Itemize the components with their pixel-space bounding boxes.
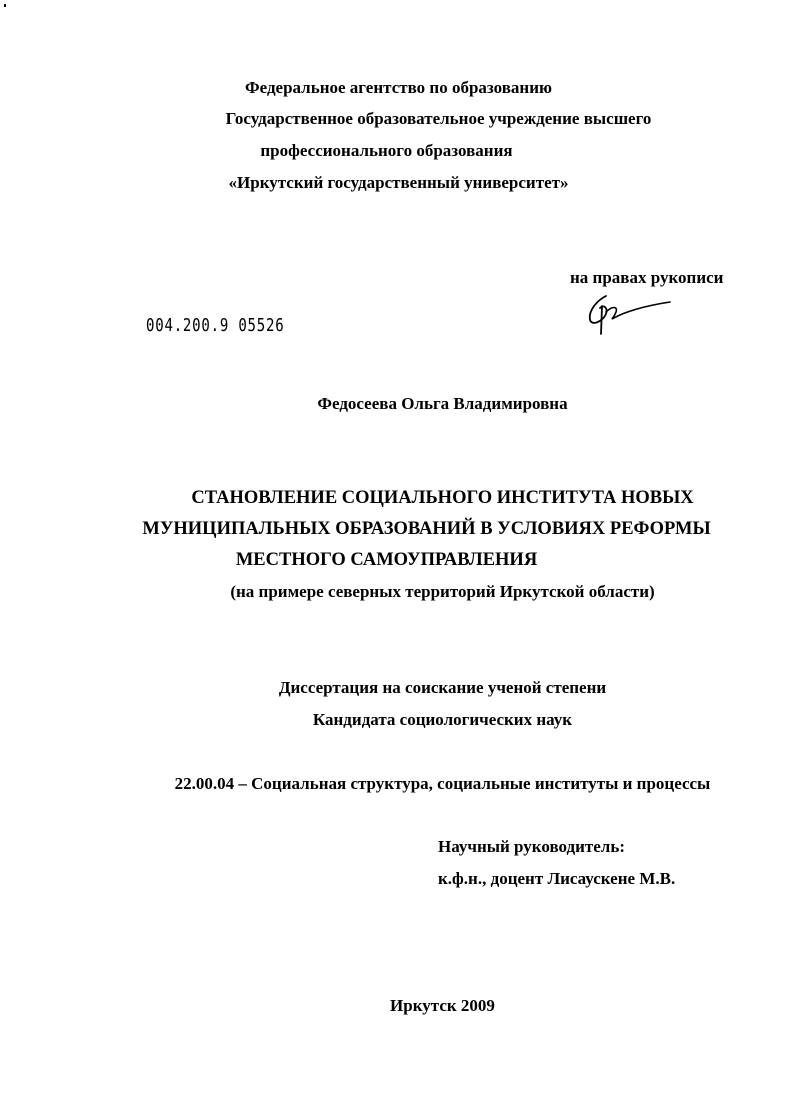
handwritten-signature-icon (584, 292, 674, 338)
institution-line-1: Государственное образовательное учреждение высшего (225, 109, 652, 128)
supervisor-name: к.ф.н., доцент Лисаускене М.В. (438, 869, 676, 888)
agency-line: Федеральное агентство по образованию (245, 78, 552, 97)
degree-line-2: Кандидата социологических наук (312, 710, 573, 729)
degree-line-1: Диссертация на соискание ученой степени (278, 678, 607, 697)
title-line-1: СТАНОВЛЕНИЕ СОЦИАЛЬНОГО ИНСТИТУТА НОВЫХ (191, 488, 694, 508)
author-name: Федосеева Ольга Владимировна (317, 394, 568, 413)
title-line-2: МУНИЦИПАЛЬНЫХ ОБРАЗОВАНИЙ В УСЛОВИЯХ РЕФОРМЫ (142, 519, 711, 539)
scan-speck (4, 4, 6, 7)
title-subtitle: (на примере северных территорий Иркутской области) (230, 582, 655, 601)
manuscript-note: на правах рукописи (570, 268, 724, 287)
university-name: «Иркутский государственный университет» (228, 173, 569, 192)
title-line-3: МЕСТНОГО САМОУПРАВЛЕНИЯ (235, 550, 538, 570)
institution-line-2: профессионального образования (260, 141, 513, 160)
supervisor-label: Научный руководитель: (438, 837, 625, 856)
archive-number: 004.200.9 05526 (146, 315, 285, 336)
specialty-code: 22.00.04 – Социальная структура, социальные институты и процессы (174, 774, 711, 793)
city-year: Иркутск 2009 (390, 996, 495, 1015)
